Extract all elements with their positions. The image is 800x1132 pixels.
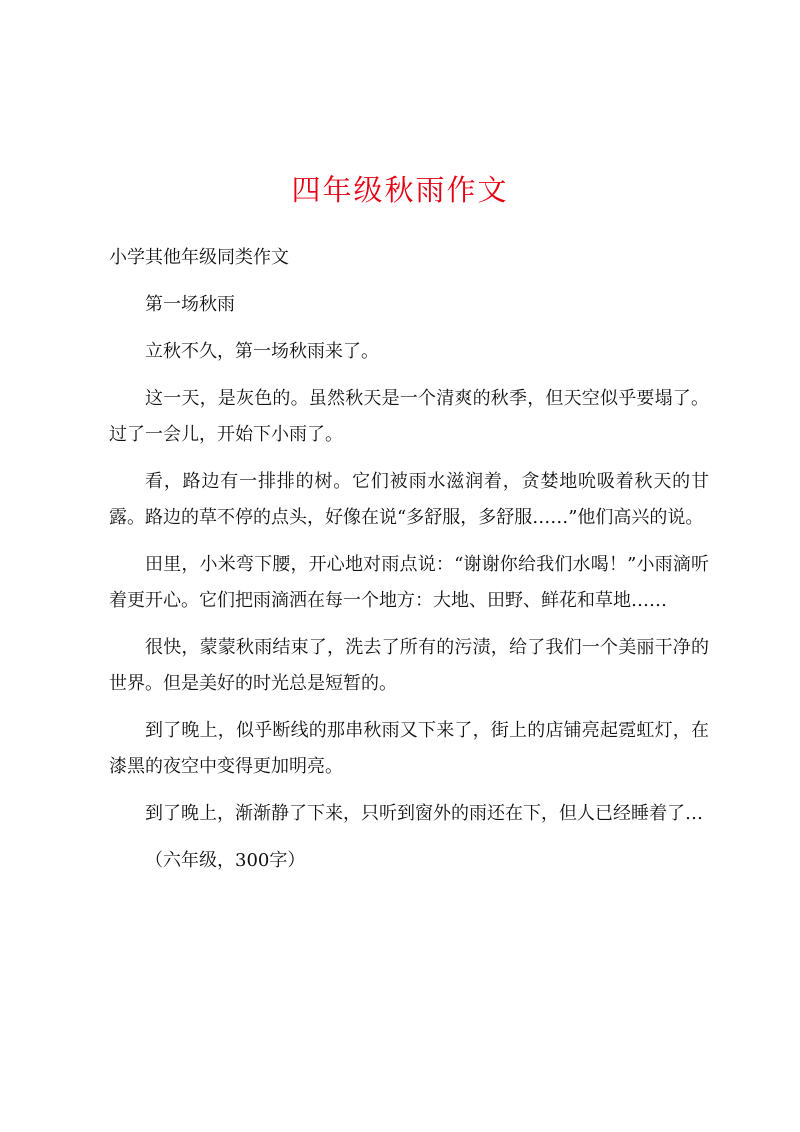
- section-heading: 第一场秋雨: [145, 294, 235, 315]
- category-line: 小学其他年级同类作文: [109, 247, 289, 268]
- author-note: （六年级，300字）: [145, 850, 306, 871]
- document-body: [109, 240, 709, 890]
- paragraph: 到了晚上，似乎断线的那串秋雨又下来了，街上的店铺亮起霓虹灯，在漆黑的夜空中变得更加明亮。: [109, 720, 709, 777]
- paragraph: 很快，蒙蒙秋雨结束了，洗去了所有的污渍，给了我们一个美丽干净的世界。但是美好的时光总是短暂的。: [109, 637, 709, 694]
- paragraph: 立秋不久，第一场秋雨来了。: [145, 341, 379, 362]
- paragraph: 这一天，是灰色的。虽然秋天是一个清爽的秋季，但天空似乎要塌了。过了一会儿，开始下小雨了。: [109, 388, 709, 445]
- paragraph: 到了晚上，渐渐静了下来，只听到窗外的雨还在下，但人已经睡着了…: [145, 803, 703, 824]
- paragraph: 田里，小米弯下腰，开心地对雨点说：“谢谢你给我们水喝！”小雨滴听着更开心。它们把雨滴洒在每一个地方：大地、田野、鲜花和草地……: [109, 554, 709, 611]
- paragraph: 看，路边有一排排的树。它们被雨水滋润着，贪婪地吮吸着秋天的甘露。路边的草不停的点头，好像在说“多舒服，多舒服……”他们高兴的说。: [109, 471, 709, 528]
- document-title: 四年级秋雨作文: [291, 173, 509, 207]
